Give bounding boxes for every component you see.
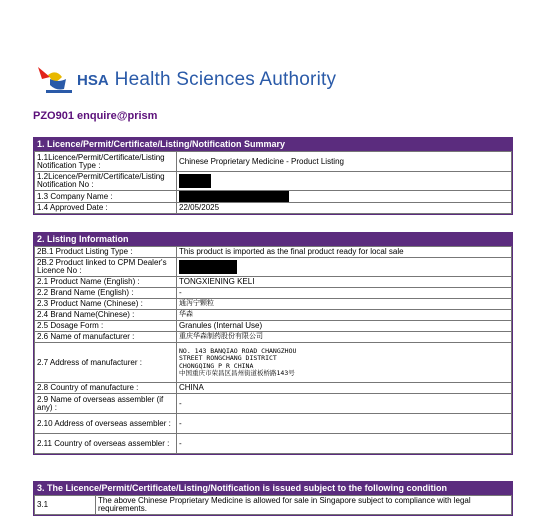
row-label: 2.7 Address of manufacturer : [35, 343, 177, 383]
row-value-redacted [177, 258, 512, 277]
address-line: 中国重庆市荣昌区昌州街道板桥路143号 [179, 369, 295, 377]
hsa-logo-text: HSA [77, 71, 109, 89]
row-label: 2.2 Brand Name (English) : [35, 288, 177, 299]
row-value: TONGXIENING KELI [177, 277, 512, 288]
section-conditions [33, 481, 513, 516]
redaction-block [179, 191, 289, 202]
section-licence-summary [33, 137, 513, 215]
row-value: 22/05/2025 [177, 203, 512, 214]
table-row [35, 288, 512, 299]
table-row [35, 299, 512, 310]
redaction-block [179, 174, 211, 188]
row-value-redacted [177, 172, 512, 191]
table-row [35, 172, 512, 191]
table-row [35, 258, 512, 277]
row-label: 2.9 Name of overseas assembler (if any) : [35, 394, 177, 414]
section-2-table [34, 246, 512, 454]
table-row [35, 332, 512, 343]
table-row [35, 383, 512, 394]
row-label: 2B.2 Product linked to CPM Dealer's Licence No : [35, 258, 177, 277]
row-label: 2.6 Name of manufacturer : [35, 332, 177, 343]
row-label: 2.8 Country of manufacture : [35, 383, 177, 394]
row-value: 华森 [177, 310, 512, 321]
row-label: 1.1Licence/Permit/Certificate/Listing Notification Type : [35, 152, 177, 172]
table-row [35, 152, 512, 172]
row-label: 2.10 Address of overseas assembler : [35, 414, 177, 434]
row-label: 1.4 Approved Date : [35, 203, 177, 214]
row-value: Granules (Internal Use) [177, 321, 512, 332]
row-label: 2.4 Brand Name(Chinese) : [35, 310, 177, 321]
section-2-title: 2. Listing Information [34, 233, 512, 246]
org-name: Health Sciences Authority [114, 69, 337, 90]
table-row [35, 394, 512, 414]
table-row [35, 247, 512, 258]
row-value: Chinese Proprietary Medicine - Product Listing [177, 152, 512, 172]
row-label: 2.1 Product Name (English) : [35, 277, 177, 288]
row-value: 通泻宁颗粒 [177, 299, 512, 310]
program-line: PZO901 enquire@prism [33, 110, 158, 122]
row-value: CHINA [177, 383, 512, 394]
section-3-title: 3. The Licence/Permit/Certificate/Listing/Notification is issued subject to the following condition [34, 482, 512, 495]
address-line: CHONGQING P R CHINA [179, 361, 254, 370]
row-label: 2B.1 Product Listing Type : [35, 247, 177, 258]
redaction-block [179, 260, 237, 274]
section-3-table [34, 495, 512, 515]
row-label: 1.2Licence/Permit/Certificate/Listing Notification No : [35, 172, 177, 191]
table-row [35, 203, 512, 214]
row-label: 2.5 Dosage Form : [35, 321, 177, 332]
table-row [35, 310, 512, 321]
section-listing-information [33, 232, 513, 455]
hsa-lion-emblem-icon [36, 63, 76, 97]
table-row [35, 496, 512, 515]
table-row [35, 434, 512, 454]
hsa-logo [36, 62, 336, 98]
row-value: - [177, 434, 512, 454]
row-value: This product is imported as the final product ready for local sale [177, 247, 512, 258]
table-row [35, 414, 512, 434]
condition-text: The above Chinese Proprietary Medicine is allowed for sale in Singapore subject to compliance with legal requirements. [96, 496, 512, 515]
table-row [35, 343, 512, 383]
table-row [35, 191, 512, 203]
condition-number: 3.1 [35, 496, 96, 515]
address-line: STREET RONGCHANG DISTRICT [179, 354, 277, 362]
row-label: 2.3 Product Name (Chinese) : [35, 299, 177, 310]
row-value: - [177, 288, 512, 299]
row-label: 1.3 Company Name : [35, 191, 177, 203]
table-row [35, 277, 512, 288]
section-1-table [34, 151, 512, 214]
row-value: - [177, 394, 512, 414]
row-value: - [177, 414, 512, 434]
table-row [35, 321, 512, 332]
row-label: 2.11 Country of overseas assembler : [35, 434, 177, 454]
address-value [177, 343, 512, 383]
row-value-redacted [177, 191, 512, 203]
address-line: NO. 143 BANQIAO ROAD CHANGZHOU [179, 346, 297, 355]
row-value: 重庆华森制药股份有限公司 [177, 332, 512, 343]
section-1-title: 1. Licence/Permit/Certificate/Listing/Notification Summary [34, 138, 512, 151]
